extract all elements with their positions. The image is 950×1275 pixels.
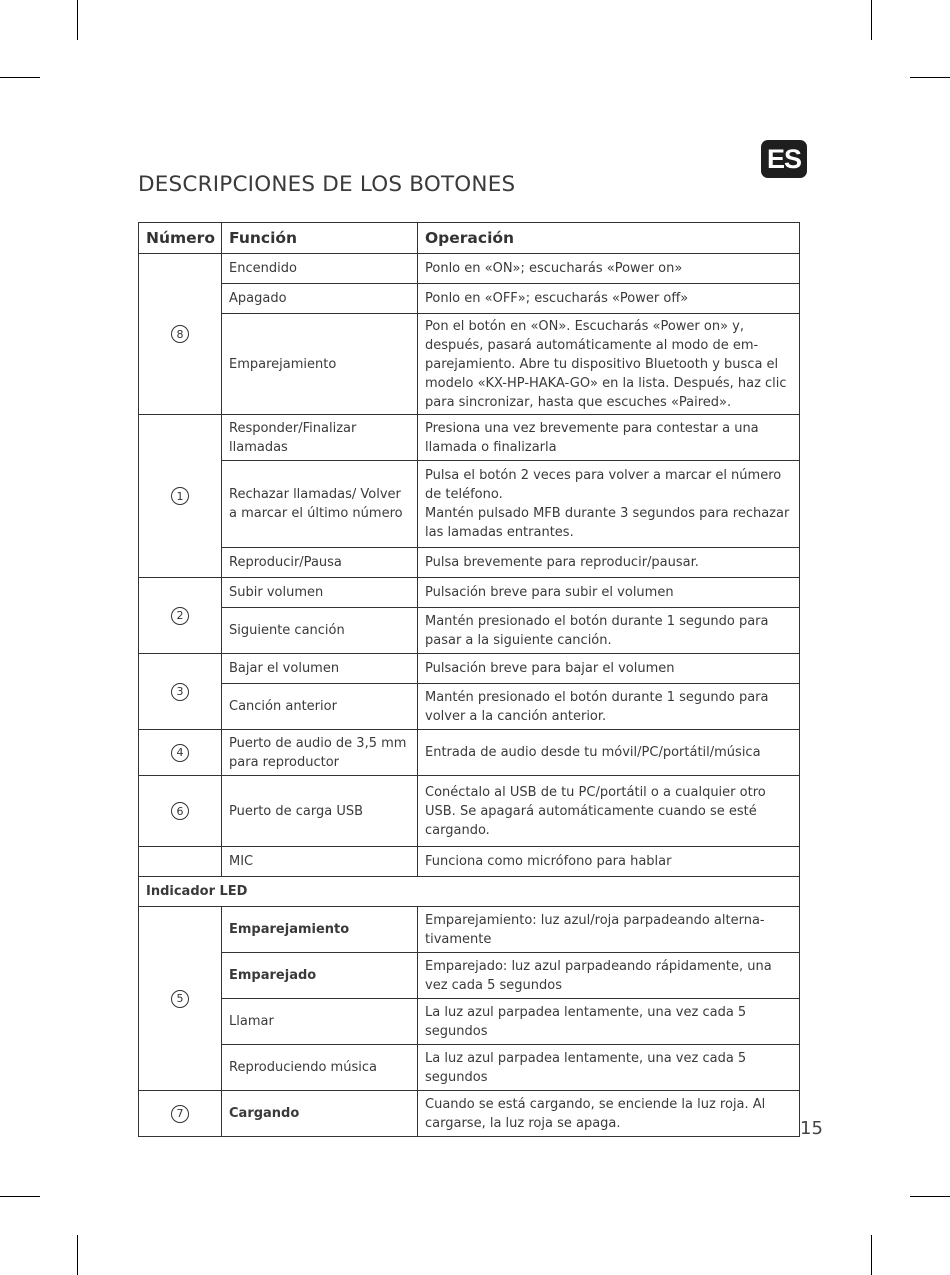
operation-cell: Entrada de audio desde tu móvil/PC/portátil/música [418, 730, 800, 776]
table-row [139, 684, 800, 730]
crop-mark [910, 1196, 950, 1197]
operation-cell: Funciona como micrófono para hablar [418, 847, 800, 877]
function-cell: Bajar el volumen [222, 654, 418, 684]
number-cell [139, 254, 222, 415]
operation-cell: La luz azul parpadea lentamente, una vez cada 5 segundos [418, 1045, 800, 1091]
number-cell [139, 415, 222, 578]
operation-cell: Cuando se está cargando, se enciende la luz roja. Al cargarse, la luz roja se apaga. [418, 1091, 800, 1137]
operation-cell: Pulsa brevemente para reproducir/pausar. [418, 548, 800, 578]
operation-cell: Pon el botón en «ON». Escucharás «Power on» y, después, pasará automáticamente al modo de em-parejamiento. Abre tu dispositivo Bluetooth y busca el modelo «KX-HP-HAKA-GO» en la lista. Después, haz clic para sincronizar, hasta que escuches «Paired». [418, 314, 800, 415]
operation-line: Mantén pulsado MFB durante 3 segundos para rechazar las lamadas entrantes. [425, 506, 790, 540]
table-row [139, 847, 800, 877]
operation-cell: Mantén presionado el botón durante 1 segundo para volver a la canción anterior. [418, 684, 800, 730]
circled-number: 4 [171, 744, 189, 762]
table-row [139, 608, 800, 654]
function-cell: Siguiente canción [222, 608, 418, 654]
number-cell [139, 1091, 222, 1137]
table-row [139, 548, 800, 578]
operation-cell: Presiona una vez brevemente para contestar a una llamada o finalizarla [418, 415, 800, 461]
button-descriptions-table [138, 222, 800, 1137]
operation-line: Pulsa el botón 2 veces para volver a marcar el número de teléfono. [425, 468, 782, 502]
number-cell [139, 907, 222, 1091]
table-row [139, 254, 800, 284]
function-cell: Puerto de audio de 3,5 mm para reproductor [222, 730, 418, 776]
circled-number: 1 [171, 487, 189, 505]
number-cell-empty [139, 847, 222, 877]
function-cell: Emparejamiento [222, 314, 418, 415]
operation-cell: Conéctalo al USB de tu PC/portátil o a cualquier otro USB. Se apagará automáticamente cuando se esté cargando. [418, 776, 800, 847]
crop-mark [871, 0, 872, 40]
circled-number: 5 [171, 990, 189, 1008]
page-title: DESCRIPCIONES DE LOS BOTONES [138, 172, 516, 197]
table-row [139, 999, 800, 1045]
function-cell: Rechazar llamadas/ Volver a marcar el último número [222, 461, 418, 548]
table-row [139, 284, 800, 314]
crop-mark [871, 1235, 872, 1275]
function-cell: Apagado [222, 284, 418, 314]
header-function: Función [222, 223, 418, 254]
operation-cell: Mantén presionado el botón durante 1 segundo para pasar a la siguiente canción. [418, 608, 800, 654]
function-cell: Emparejado [222, 953, 418, 999]
operation-cell [418, 461, 800, 548]
table-row [139, 1091, 800, 1137]
led-section-heading: Indicador LED [139, 877, 800, 907]
table-row [139, 578, 800, 608]
number-cell [139, 776, 222, 847]
page-number: 15 [800, 1118, 823, 1139]
table-row [139, 953, 800, 999]
crop-mark [77, 0, 78, 40]
crop-mark [0, 77, 40, 78]
circled-number: 3 [171, 683, 189, 701]
function-cell: Canción anterior [222, 684, 418, 730]
circled-number: 7 [171, 1105, 189, 1123]
function-cell: Reproduciendo música [222, 1045, 418, 1091]
table-row [139, 415, 800, 461]
language-badge: ES [761, 140, 807, 178]
table-header-row [139, 223, 800, 254]
header-operation: Operación [418, 223, 800, 254]
operation-cell: Emparejamiento: luz azul/roja parpadeando alterna-tivamente [418, 907, 800, 953]
function-cell: Reproducir/Pausa [222, 548, 418, 578]
function-cell: Emparejamiento [222, 907, 418, 953]
table-row [139, 776, 800, 847]
table-row [139, 730, 800, 776]
number-cell [139, 730, 222, 776]
function-cell: Cargando [222, 1091, 418, 1137]
operation-cell: Emparejado: luz azul parpadeando rápidamente, una vez cada 5 segundos [418, 953, 800, 999]
operation-cell: Ponlo en «ON»; escucharás «Power on» [418, 254, 800, 284]
table-row [139, 461, 800, 548]
crop-mark [0, 1196, 40, 1197]
table-row [139, 314, 800, 415]
number-cell [139, 578, 222, 654]
function-cell: Puerto de carga USB [222, 776, 418, 847]
function-cell: Encendido [222, 254, 418, 284]
function-cell: Llamar [222, 999, 418, 1045]
table-row [139, 654, 800, 684]
number-cell [139, 654, 222, 730]
operation-cell: La luz azul parpadea lentamente, una vez cada 5 segundos [418, 999, 800, 1045]
function-cell: Responder/Finalizar llamadas [222, 415, 418, 461]
crop-mark [910, 77, 950, 78]
circled-number: 8 [171, 325, 189, 343]
operation-cell: Pulsación breve para bajar el volumen [418, 654, 800, 684]
table-row [139, 907, 800, 953]
section-row [139, 877, 800, 907]
function-cell: MIC [222, 847, 418, 877]
circled-number: 6 [171, 802, 189, 820]
table-row [139, 1045, 800, 1091]
operation-cell: Ponlo en «OFF»; escucharás «Power off» [418, 284, 800, 314]
circled-number: 2 [171, 607, 189, 625]
header-number: Número [139, 223, 222, 254]
operation-cell: Pulsación breve para subir el volumen [418, 578, 800, 608]
function-cell: Subir volumen [222, 578, 418, 608]
crop-mark [77, 1235, 78, 1275]
